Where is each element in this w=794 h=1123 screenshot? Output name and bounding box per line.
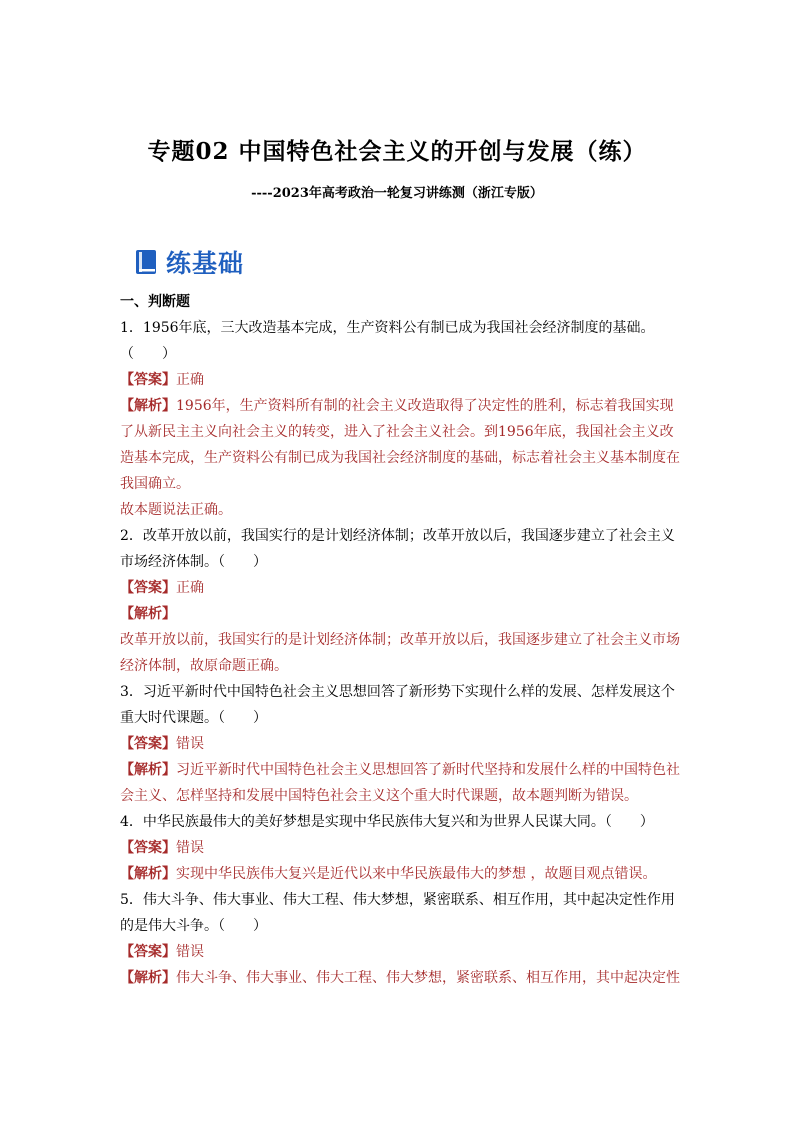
answer-row (120, 731, 676, 757)
section-header (135, 245, 244, 279)
question-2-line: 2．改革开放以前，我国实行的是计划经济体制；改革开放以后，我国逐步建立了社会主义 (120, 528, 675, 544)
question-1-line: 1．1956年底，三大改造基本完成，生产资料公有制已成为我国社会经济制度的基础。 (120, 320, 655, 336)
answer-value: 错误 (176, 736, 204, 752)
answer-row (120, 835, 676, 861)
analysis-note: 故本题说法正确。 (120, 502, 232, 518)
question-5-line: 的是伟大斗争。（ ） (120, 918, 267, 934)
section-label: 练基础 (166, 249, 245, 278)
analysis-label: 【解析】 (120, 762, 176, 778)
analysis-line: 改革开放以前，我国实行的是计划经济体制；改革开放以后，我国逐步建立了社会主义市场 (120, 632, 680, 648)
answer-label: 【答案】 (120, 736, 176, 752)
analysis-row (120, 601, 676, 627)
analysis-row (120, 393, 676, 419)
analysis-label: 【解析】 (120, 398, 176, 414)
part-heading: 一、判断题 (120, 294, 190, 310)
analysis-line: 经济体制，故原命题正确。 (120, 658, 288, 674)
answer-row (120, 575, 676, 601)
analysis-label: 【解析】 (120, 606, 176, 622)
question-4-line: 4．中华民族最伟大的美好梦想是实现中华民族伟大复兴和为世界人民谋大同。（ ） (120, 814, 654, 830)
answer-value: 正确 (176, 580, 204, 596)
analysis-label: 【解析】 (120, 970, 176, 986)
question-body (120, 289, 680, 991)
answer-value: 正确 (176, 372, 204, 388)
analysis-text: 习近平新时代中国特色社会主义思想回答了新时代坚持和发展什么样的中国特色社 (176, 762, 680, 778)
analysis-row (120, 861, 676, 887)
answer-row (120, 939, 676, 965)
document-title: 专题02 中国特色社会主义的开创与发展（练） (147, 138, 647, 165)
answer-label: 【答案】 (120, 580, 176, 596)
question-5-line: 5．伟大斗争、伟大事业、伟大工程、伟大梦想，紧密联系、相互作用，其中起决定性作用 (120, 892, 675, 908)
answer-label: 【答案】 (120, 372, 176, 388)
answer-label: 【答案】 (120, 840, 176, 856)
question-3-line: 3．习近平新时代中国特色社会主义思想回答了新形势下实现什么样的发展、怎样发展这个 (120, 684, 675, 700)
answer-label: 【答案】 (120, 944, 176, 960)
question-1-line: （ ） (120, 346, 176, 362)
analysis-line: 我国确立。 (120, 476, 190, 492)
analysis-line: 了从新民主主义向社会主义的转变，进入了社会主义社会。到1956年底，我国社会主义改 (120, 424, 674, 440)
document-subtitle: ----2023年高考政治一轮复习讲练测（浙江专版） (251, 186, 543, 201)
analysis-text: 实现中华民族伟大复兴是近代以来中华民族最伟大的梦想 ，故题目观点错误。 (176, 866, 657, 882)
analysis-line: 会主义、怎样坚持和发展中国特色社会主义这个重大时代课题，故本题判断为错误。 (120, 788, 638, 804)
analysis-row (120, 965, 680, 991)
book-icon (135, 249, 157, 275)
question-3-line: 重大时代课题。（ ） (120, 710, 267, 726)
question-2-line: 市场经济体制。（ ） (120, 554, 267, 570)
analysis-label: 【解析】 (120, 866, 176, 882)
answer-value: 错误 (176, 944, 204, 960)
analysis-line: 造基本完成，生产资料公有制已成为我国社会经济制度的基础，标志着社会主义基本制度在 (120, 450, 680, 466)
analysis-text: 1956年，生产资料所有制的社会主义改造取得了决定性的胜利，标志着我国实现 (176, 398, 674, 414)
answer-row (120, 367, 676, 393)
analysis-text: 伟大斗争、伟大事业、伟大工程、伟大梦想，紧密联系、相互作用，其中起决定性 (176, 970, 680, 986)
answer-value: 错误 (176, 840, 204, 856)
analysis-row (120, 757, 680, 783)
